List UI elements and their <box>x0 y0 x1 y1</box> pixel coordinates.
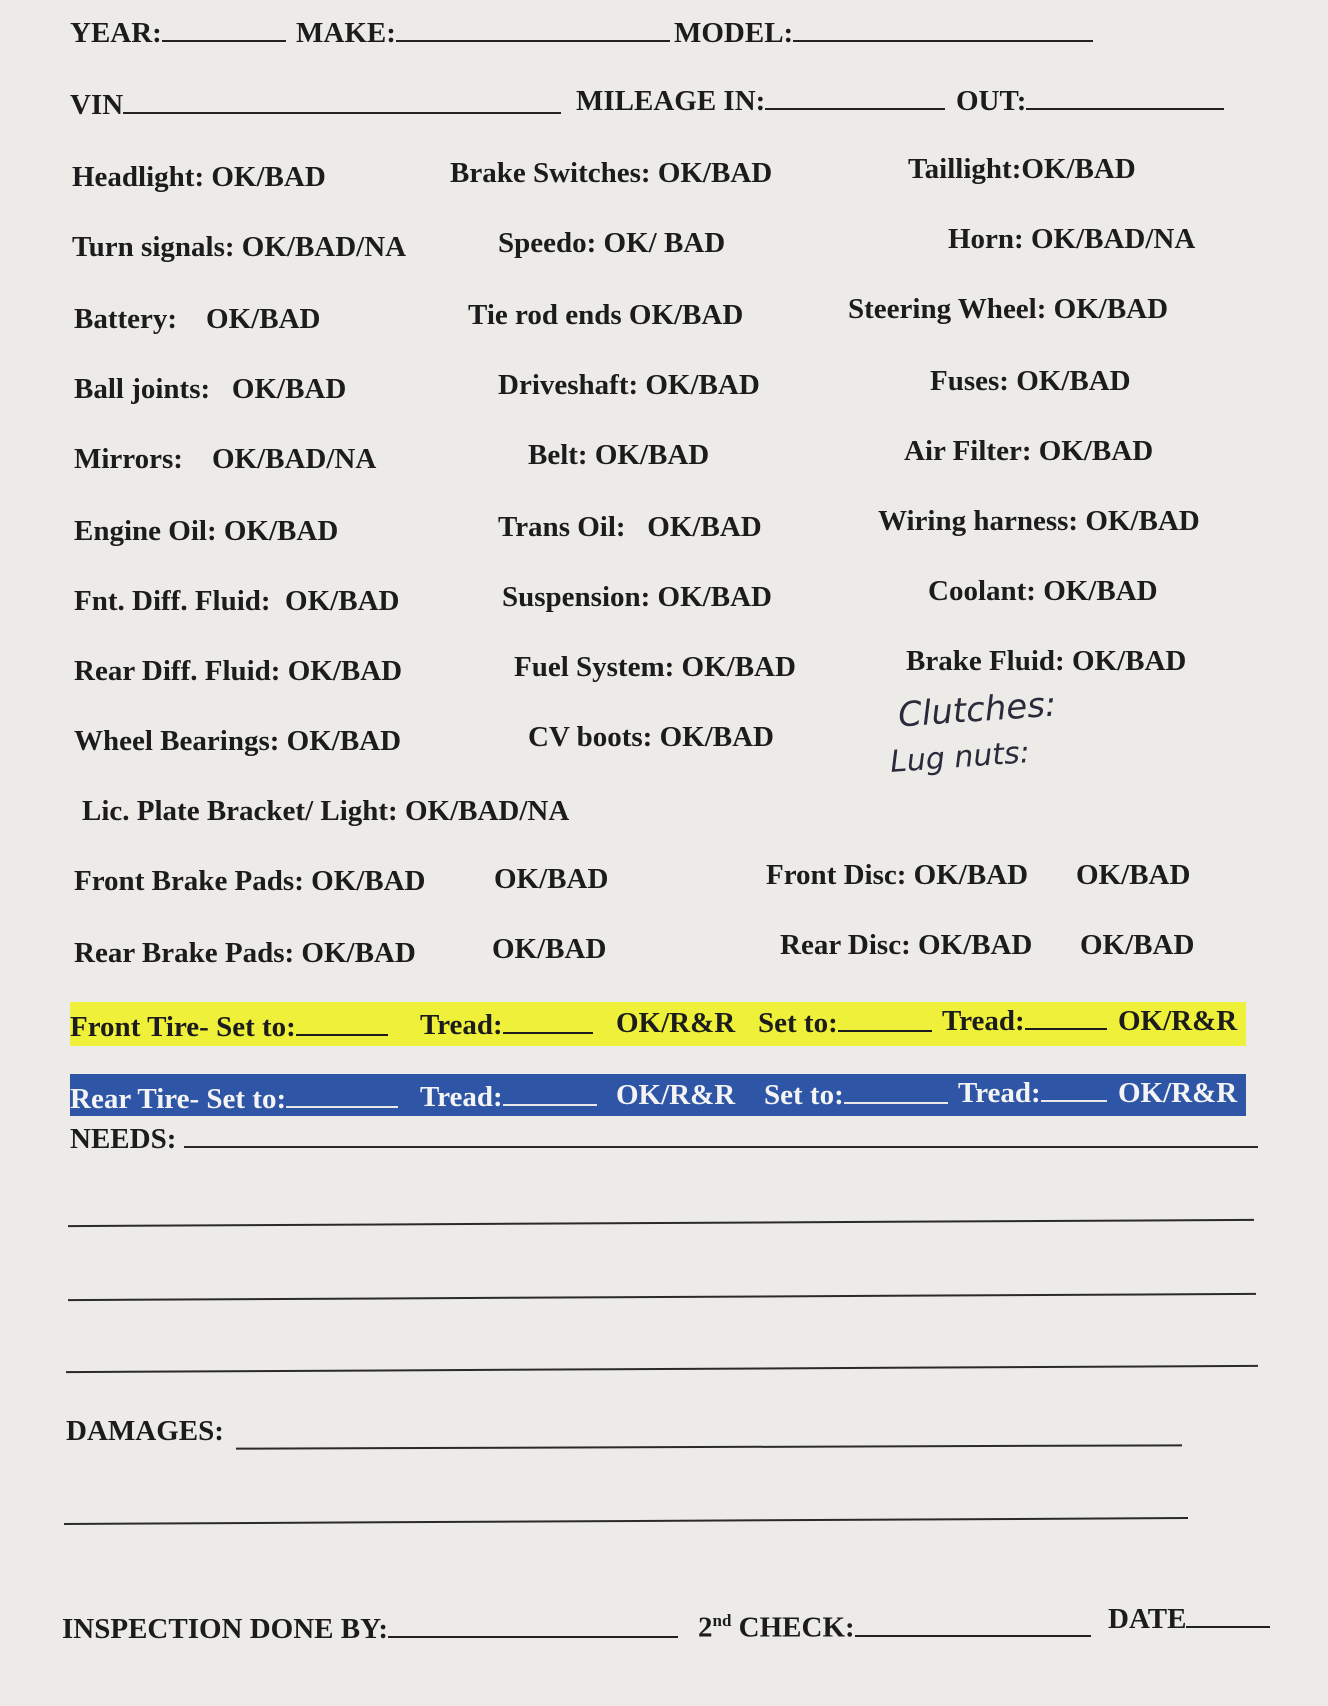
check-front-disc[interactable]: Front Disc: OK/BAD <box>766 859 1029 891</box>
front-set-to-2-blank[interactable] <box>838 1006 932 1032</box>
check-horn[interactable]: Horn: OK/BAD/NA <box>948 223 1196 255</box>
mileage-in-field[interactable] <box>576 82 945 118</box>
check-headlight[interactable]: Headlight: OK/BAD <box>72 161 326 193</box>
front-tire-label: Front Tire- Set to: <box>70 1011 296 1043</box>
damages-line-2[interactable] <box>64 1517 1188 1525</box>
check-air-filter[interactable]: Air Filter: OK/BAD <box>904 435 1154 467</box>
check-front-brake-pads-2[interactable]: OK/BAD <box>494 863 609 895</box>
date-blank[interactable] <box>1186 1600 1270 1628</box>
model-label: MODEL: <box>674 17 794 49</box>
check-cv-boots[interactable]: CV boots: OK/BAD <box>528 721 774 753</box>
check-trans-oil[interactable]: Trans Oil: OK/BAD <box>498 511 762 543</box>
check-wheel-bearings[interactable]: Wheel Bearings: OK/BAD <box>74 725 402 757</box>
check-coolant[interactable]: Coolant: OK/BAD <box>928 575 1158 607</box>
mileage-out-field[interactable] <box>956 82 1224 118</box>
front-tread-label: Tread: <box>420 1009 503 1041</box>
second-check-label: CHECK: <box>731 1611 855 1644</box>
rear-tire-row <box>70 1074 1246 1116</box>
check-rear-disc[interactable]: Rear Disc: OK/BAD <box>780 929 1033 961</box>
inspection-blank[interactable] <box>388 1610 678 1638</box>
damages-label: DAMAGES: <box>66 1415 224 1447</box>
vin-label: VIN <box>70 89 124 121</box>
check-speedo[interactable]: Speedo: OK/ BAD <box>498 227 726 259</box>
check-wiring-harness[interactable]: Wiring harness: OK/BAD <box>878 505 1200 537</box>
mileage-in-label: MILEAGE IN: <box>576 85 766 117</box>
needs-line-2[interactable] <box>68 1219 1254 1227</box>
check-mirrors[interactable]: Mirrors: OK/BAD/NA <box>74 443 377 475</box>
front-tire-set-blank[interactable] <box>296 1010 388 1036</box>
check-driveshaft[interactable]: Driveshaft: OK/BAD <box>498 369 760 401</box>
check-tie-rod-ends[interactable]: Tie rod ends OK/BAD <box>468 299 744 331</box>
rear-tire-ok-rr-2[interactable]: OK/R&R <box>1118 1077 1238 1109</box>
make-field[interactable] <box>296 14 670 50</box>
rear-tire-ok-rr[interactable]: OK/R&R <box>616 1079 736 1111</box>
check-suspension[interactable]: Suspension: OK/BAD <box>502 581 772 613</box>
check-steering-wheel[interactable]: Steering Wheel: OK/BAD <box>848 293 1169 325</box>
front-tire-ok-rr-2[interactable]: OK/R&R <box>1118 1005 1238 1037</box>
rear-tread-2-blank[interactable] <box>1041 1076 1107 1102</box>
front-tire-set-to[interactable] <box>70 1010 388 1044</box>
check-turn-signals[interactable]: Turn signals: OK/BAD/NA <box>72 231 407 263</box>
check-brake-fluid[interactable]: Brake Fluid: OK/BAD <box>906 645 1187 677</box>
check-rear-brake-pads-2[interactable]: OK/BAD <box>492 933 607 965</box>
inspection-done-by-field[interactable] <box>62 1610 678 1646</box>
check-engine-oil[interactable]: Engine Oil: OK/BAD <box>74 515 339 547</box>
second-check-number: 2 <box>698 1611 713 1644</box>
front-set-to-2-label: Set to: <box>758 1007 838 1039</box>
rear-tread-label: Tread: <box>420 1081 503 1113</box>
rear-tire-set-blank[interactable] <box>286 1082 398 1108</box>
year-field[interactable] <box>70 14 286 50</box>
check-fuel-system[interactable]: Fuel System: OK/BAD <box>514 651 796 683</box>
second-check-blank[interactable] <box>855 1609 1091 1637</box>
mileage-in-blank[interactable] <box>765 82 945 110</box>
front-tire-ok-rr[interactable]: OK/R&R <box>616 1007 736 1039</box>
model-field[interactable] <box>674 14 1093 50</box>
second-check-suffix: nd <box>712 1611 732 1630</box>
inspection-label: INSPECTION DONE BY: <box>62 1613 389 1645</box>
mileage-out-label: OUT: <box>956 85 1027 117</box>
front-tread-blank[interactable] <box>503 1008 593 1034</box>
check-front-disc-2[interactable]: OK/BAD <box>1076 859 1191 891</box>
front-tire-set-to-2[interactable] <box>758 1006 932 1040</box>
handwritten-lug-nuts: Lug nuts: <box>888 735 1031 780</box>
check-fuses[interactable]: Fuses: OK/BAD <box>930 365 1131 397</box>
check-belt[interactable]: Belt: OK/BAD <box>528 439 710 471</box>
needs-line-1[interactable] <box>184 1146 1258 1148</box>
year-label: YEAR: <box>70 17 162 49</box>
needs-line-4[interactable] <box>66 1365 1258 1373</box>
check-rear-diff-fluid[interactable]: Rear Diff. Fluid: OK/BAD <box>74 655 403 687</box>
mileage-out-blank[interactable] <box>1026 82 1224 110</box>
damages-line-1[interactable] <box>236 1444 1182 1449</box>
rear-tread-2-label: Tread: <box>958 1077 1041 1109</box>
front-tread-2-label: Tread: <box>942 1005 1025 1037</box>
front-tire-tread-2[interactable] <box>942 1004 1107 1038</box>
needs-label: NEEDS: <box>70 1123 177 1155</box>
handwritten-clutches: Clutches: <box>896 684 1058 736</box>
check-brake-switches[interactable]: Brake Switches: OK/BAD <box>450 157 773 189</box>
vin-field[interactable] <box>70 86 561 122</box>
make-label: MAKE: <box>296 17 396 49</box>
check-battery[interactable]: Battery: OK/BAD <box>74 303 321 335</box>
rear-tire-set-to-2[interactable] <box>764 1078 948 1112</box>
date-field[interactable] <box>1108 1600 1270 1636</box>
check-front-brake-pads[interactable]: Front Brake Pads: OK/BAD <box>74 865 426 897</box>
rear-tire-tread[interactable] <box>420 1080 597 1114</box>
rear-tread-blank[interactable] <box>503 1080 597 1106</box>
second-check-field[interactable] <box>698 1604 1091 1645</box>
rear-tire-label: Rear Tire- Set to: <box>70 1083 287 1115</box>
check-ball-joints[interactable]: Ball joints: OK/BAD <box>74 373 347 405</box>
front-tread-2-blank[interactable] <box>1025 1004 1107 1030</box>
check-rear-disc-2[interactable]: OK/BAD <box>1080 929 1195 961</box>
check-rear-brake-pads[interactable]: Rear Brake Pads: OK/BAD <box>74 937 416 969</box>
rear-tire-set-to[interactable] <box>70 1082 398 1116</box>
year-blank[interactable] <box>162 14 286 42</box>
front-tire-row <box>70 1002 1246 1046</box>
rear-set-to-2-blank[interactable] <box>844 1078 948 1104</box>
vin-blank[interactable] <box>123 86 561 114</box>
needs-line-3[interactable] <box>68 1293 1256 1301</box>
rear-set-to-2-label: Set to: <box>764 1079 844 1111</box>
front-tire-tread[interactable] <box>420 1008 593 1042</box>
rear-tire-tread-2[interactable] <box>958 1076 1107 1110</box>
check-lic-plate[interactable]: Lic. Plate Bracket/ Light: OK/BAD/NA <box>82 795 570 827</box>
check-taillight[interactable]: Taillight:OK/BAD <box>908 153 1136 185</box>
model-blank[interactable] <box>793 14 1093 42</box>
make-blank[interactable] <box>396 14 670 42</box>
date-label: DATE <box>1108 1603 1187 1635</box>
check-front-diff-fluid[interactable]: Fnt. Diff. Fluid: OK/BAD <box>74 585 400 617</box>
